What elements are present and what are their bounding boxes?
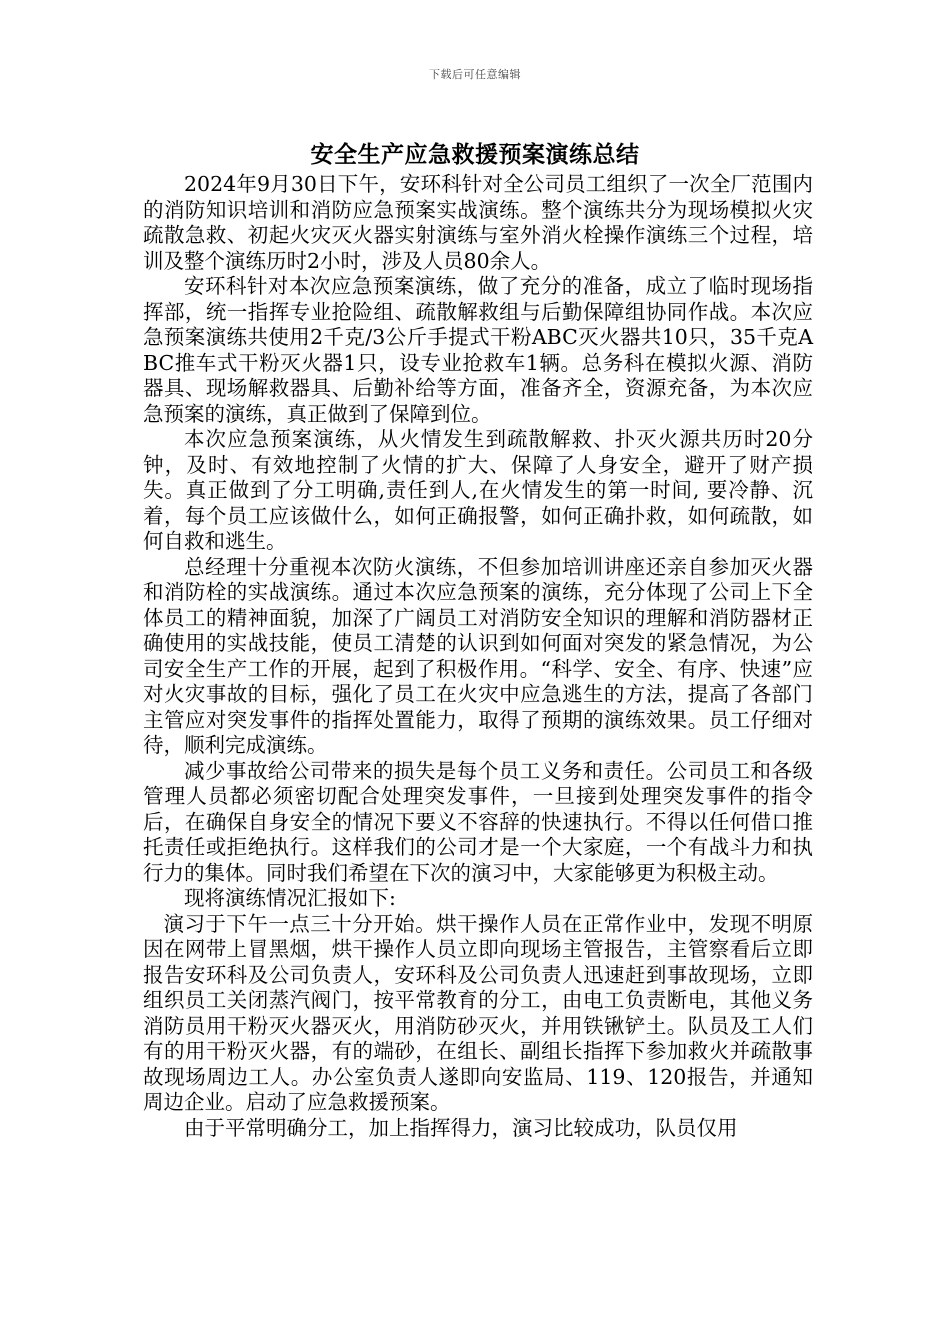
paragraph-4: 总经理十分重视本次防火演练，不但参加培训讲座还亲自参加灭火器和消防栓的实战演练。通过本次应急预案的演练，充分体现了公司上下全体员工的精神面貌，加深了广阔员工对消防安全知识的理解和消防器材正确使用的实战技能，使员工清楚的认识到如何面对突发的紧急情况，为公司安全生产工作的开展，起到了积极作用。“科学、安全、有序、快速”应对火灾事故的目标，强化了员工在火灾中应急逃生的方法，提高了各部门主管应对突发事件的指挥处置能力，取得了预期的演练效果。员工仔细对待，顺利完成演练。 [143, 554, 813, 757]
paragraph-8: 由于平常明确分工，加上指挥得力，演习比较成功，队员仅用 [184, 1115, 738, 1140]
page-header-note: 下载后可任意编辑 [429, 68, 521, 81]
paragraph-1: 2024年9月30日下午，安环科针对全公司员工组织了一次全厂范围内的消防知识培训和消防应急预案实战演练。整个演练共分为现场模拟火灾疏散急救、初起火灾灭火器实射演练与室外消火栓操作演练三个过程，培训及整个演练历时2小时，涉及人员80余人。 [143, 172, 813, 273]
document-title: 安全生产应急救援预案演练总结 [310, 141, 640, 168]
paragraph-5: 减少事故给公司带来的损失是每个员工义务和责任。公司员工和各级管理人员都必须密切配合处理突发事件，一旦接到处理突发事件的指令后，在确保自身安全的情况下要义不容辞的快速执行。不得以任何借口推托责任或拒绝执行。这样我们的公司才是一个大家庭，一个有战斗力和执行力的集体。同时我们希望在下次的演习中，大家能够更为积极主动。 [143, 758, 813, 885]
paragraph-3: 本次应急预案演练，从火情发生到疏散解救、扑灭火源共历时20分钟，及时、有效地控制了火情的扩大、保障了人身安全，避开了财产损失。真正做到了分工明确,责任到人,在火情发生的第一时间, 要冷静、沉着，每个员工应该做什么，如何正确报警，如何正确扑救，如何疏散，如何自救和逃生。 [143, 427, 813, 553]
document-body [143, 172, 813, 1141]
paragraph-7: 演习于下午一点三十分开始。烘干操作人员在正常作业中，发现不明原因在网带上冒黑烟，烘干操作人员立即向现场主管报告，主管察看后立即报告安环科及公司负责人，安环科及公司负责人迅速赶到事故现场，立即组织员工关闭蒸汽阀门，按平常教育的分工，由电工负责断电，其他义务消防员用干粉灭火器灭火，用消防砂灭火，并用铁锹铲土。队员及工人们有的用干粉灭火器，有的端砂，在组长、副组长指挥下参加救火并疏散事故现场周边工人。办公室负责人遂即向安监局、119、120报告，并通知周边企业。启动了应急救援预案。 [143, 911, 813, 1114]
paragraph-6: 现将演练情况汇报如下: [184, 886, 396, 910]
paragraph-2: 安环科针对本次应急预案演练，做了充分的准备，成立了临时现场指挥部，统一指挥专业抢险组、疏散解救组与后勤保障组协同作战。本次应急预案演练共使用2千克/3公斤手提式干粉ABC灭火器共10只，35千克ABC推车式干粉灭火器1只，设专业抢救车1辆。总务科在模拟火源、消防器具、现场解救器具、后勤补给等方面，准备齐全，资源充备，为本次应急预案的演练，真正做到了保障到位。 [143, 274, 813, 426]
